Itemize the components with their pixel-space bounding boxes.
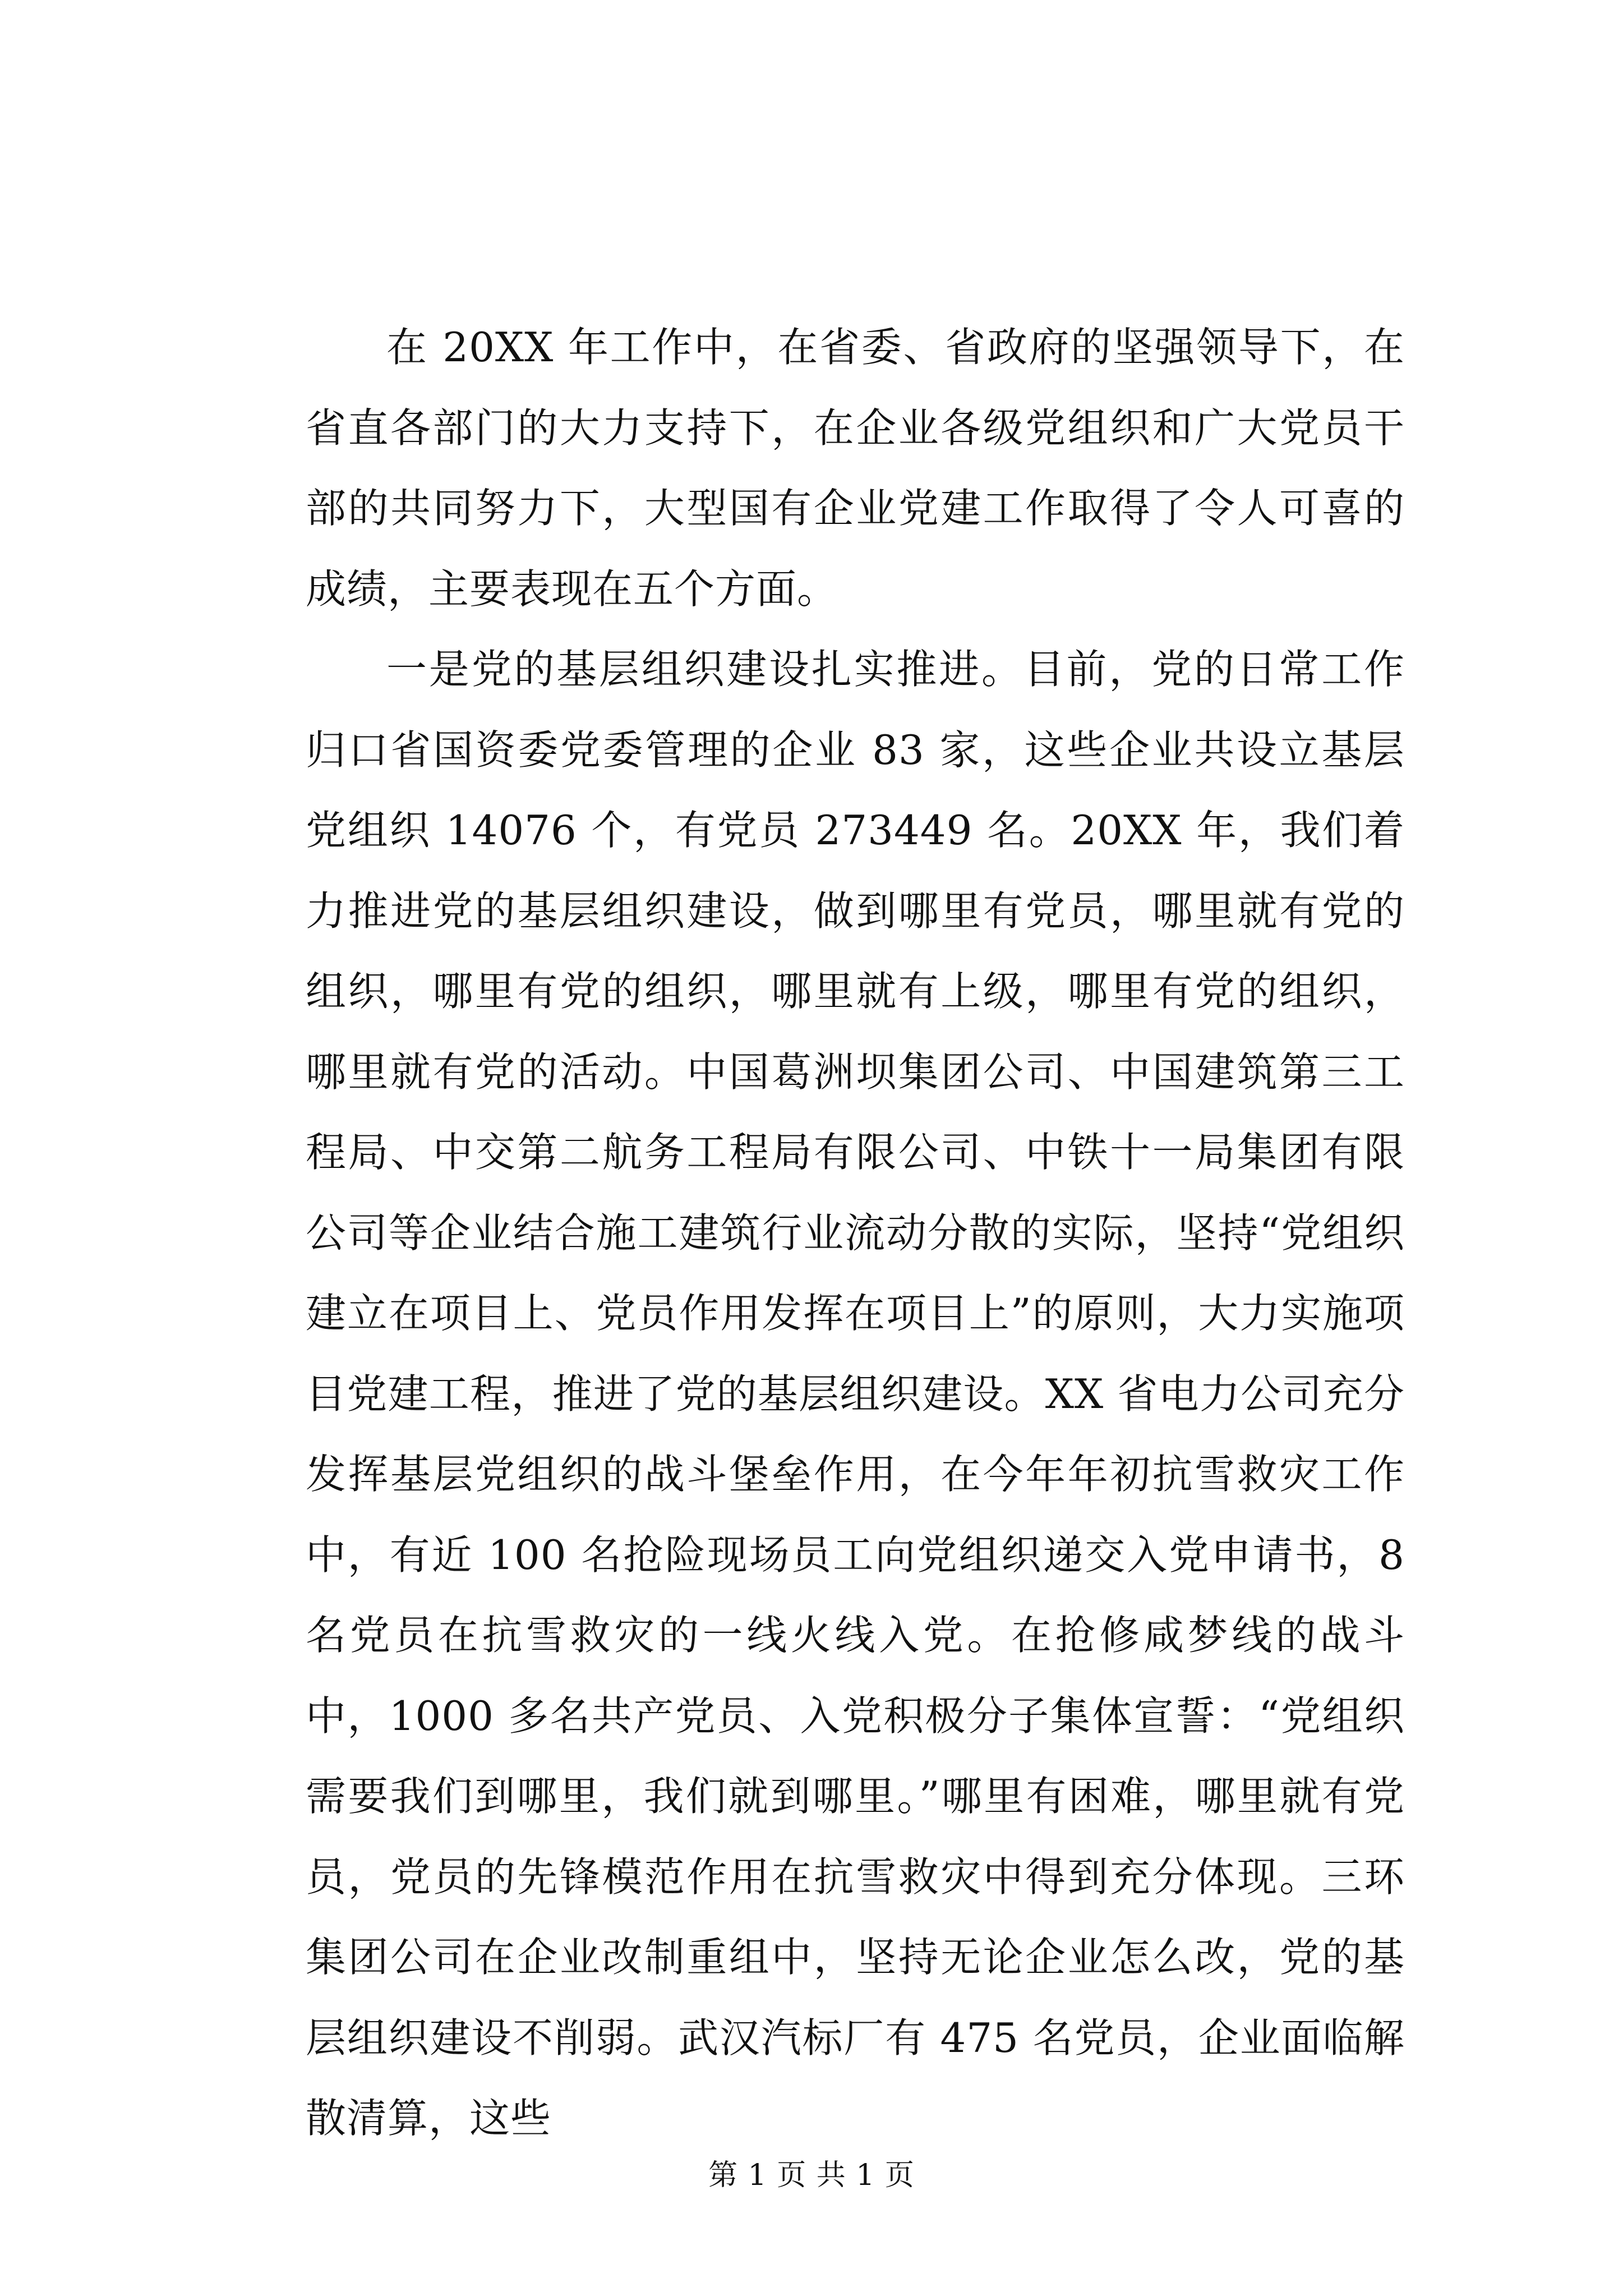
page-number-footer: 第 1 页 共 1 页 (708, 2159, 915, 2192)
paragraph-intro: 在 20XX 年工作中，在省委、省政府的坚强领导下，在省直各部门的大力支持下，在企业各级党组织和广大党员干部的共同努力下，大型国有企业党建工作取得了令人可喜的成绩，主要表现在五个方面。 (306, 324, 1405, 613)
paragraph-grassroots-organization: 一是党的基层组织建设扎实推进。目前，党的日常工作归口省国资委党委管理的企业 83 家，这些企业共设立基层党组织 14076 个，有党员 273449 名。20XX 年，我们着力推进党的基层组织建设，做到哪里有党员，哪里就有党的组织，哪里有党的组织，哪里就有上级，哪里有党的组织，哪里就有党的活动。中国葛洲坝集团公司、中国建筑第三工程局、中交第二航务工程局有限公司、中铁十一局集团有限公司等企业结合施工建筑行业流动分散的实际，坚持“党组织建立在项目上、党员作用发挥在项目上”的原则，大力实施项目党建工程，推进了党的基层组织建设。XX 省电力公司充分发挥基层党组织的战斗堡垒作用，在今年年初抗雪救灾工作中，有近 100 名抢险现场员工向党组织递交入党申请书，8 名党员在抗雪救灾的一线火线入党。在抢修咸梦线的战斗中，1000 多名共产党员、入党积极分子集体宣誓：“党组织需要我们到哪里，我们就到哪里。”哪里有困难，哪里就有党员，党员的先锋模范作用在抗雪救灾中得到充分体现。三环集团公司在企业改制重组中，坚持无论企业怎么改，党的基层组织建设不削弱。武汉汽标厂有 475 名党员，企业面临解散清算，这些 (306, 646, 1405, 2142)
document-body (306, 307, 1405, 2159)
